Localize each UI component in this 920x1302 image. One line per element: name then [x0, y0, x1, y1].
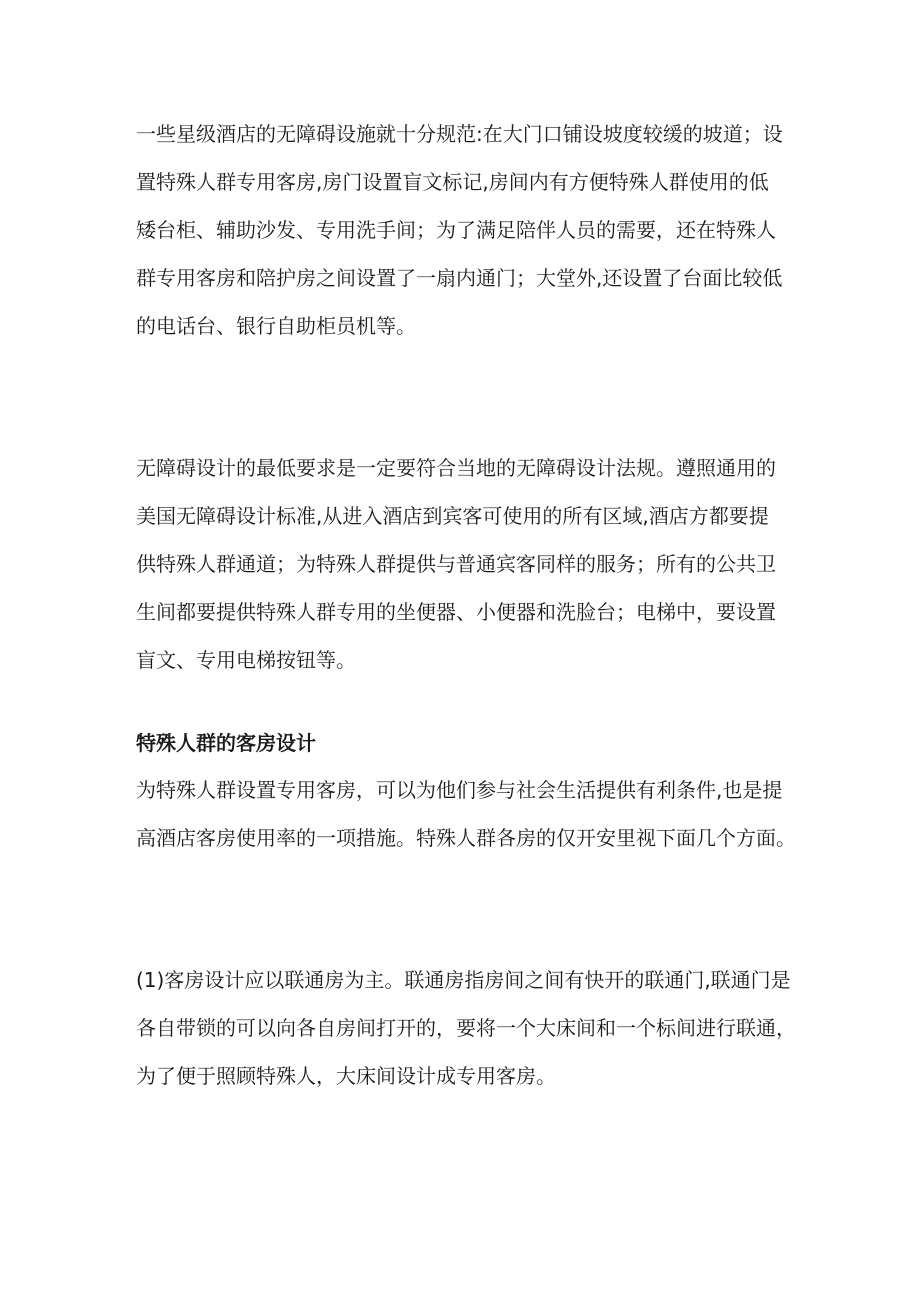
- text-line: 高酒店客房使用率的一项措施。特殊人群各房的仅开安里视下面几个方面。: [136, 826, 796, 850]
- text-line: 各自带锁的可以向各自房间打开的，要将一个大床间和一个标间进行联通，: [136, 1016, 796, 1040]
- text-line: 为了便于照顾特殊人，大床间设计成专用客房。: [136, 1064, 556, 1088]
- text-line: 置特殊人群专用客房,房门设置盲文标记,房间内有方便特殊人群使用的低: [136, 170, 769, 194]
- text-line: 矮台柜、辅助沙发、专用洗手间；为了满足陪伴人员的需要，还在特殊人: [136, 218, 776, 242]
- text-line: 群专用客房和陪护房之间设置了一扇内通门；大堂外,还设置了台面比较低: [136, 266, 783, 290]
- text-line: 生间都要提供特殊人群专用的坐便器、小便器和洗脸台；电梯中，要设置: [136, 600, 776, 624]
- text-line: 一些星级酒店的无障碍设施就十分规范:在大门口铺设坡度较缓的坡道；设: [136, 122, 783, 146]
- text-line: (1)客房设计应以联通房为主。联通房指房间之间有快开的联通门,联通门是: [136, 968, 791, 992]
- text-line: 为特殊人群设置专用客房，可以为他们参与社会生活提供有利条件,也是提: [136, 778, 783, 802]
- text-line: 无障碍设计的最低要求是一定要符合当地的无障碍设计法规。遵照通用的: [136, 456, 776, 480]
- text-line: 美国无障碍设计标准,从进入酒店到宾客可使用的所有区域,酒店方都要提: [136, 504, 769, 528]
- section-heading: 特殊人群的客房设计: [136, 731, 316, 755]
- text-line: 盲文、专用电梯按钮等。: [136, 648, 356, 672]
- text-line: 的电话台、银行自助柜员机等。: [136, 314, 416, 338]
- text-line: 供特殊人群通道；为特殊人群提供与普通宾客同样的服务；所有的公共卫: [136, 552, 776, 576]
